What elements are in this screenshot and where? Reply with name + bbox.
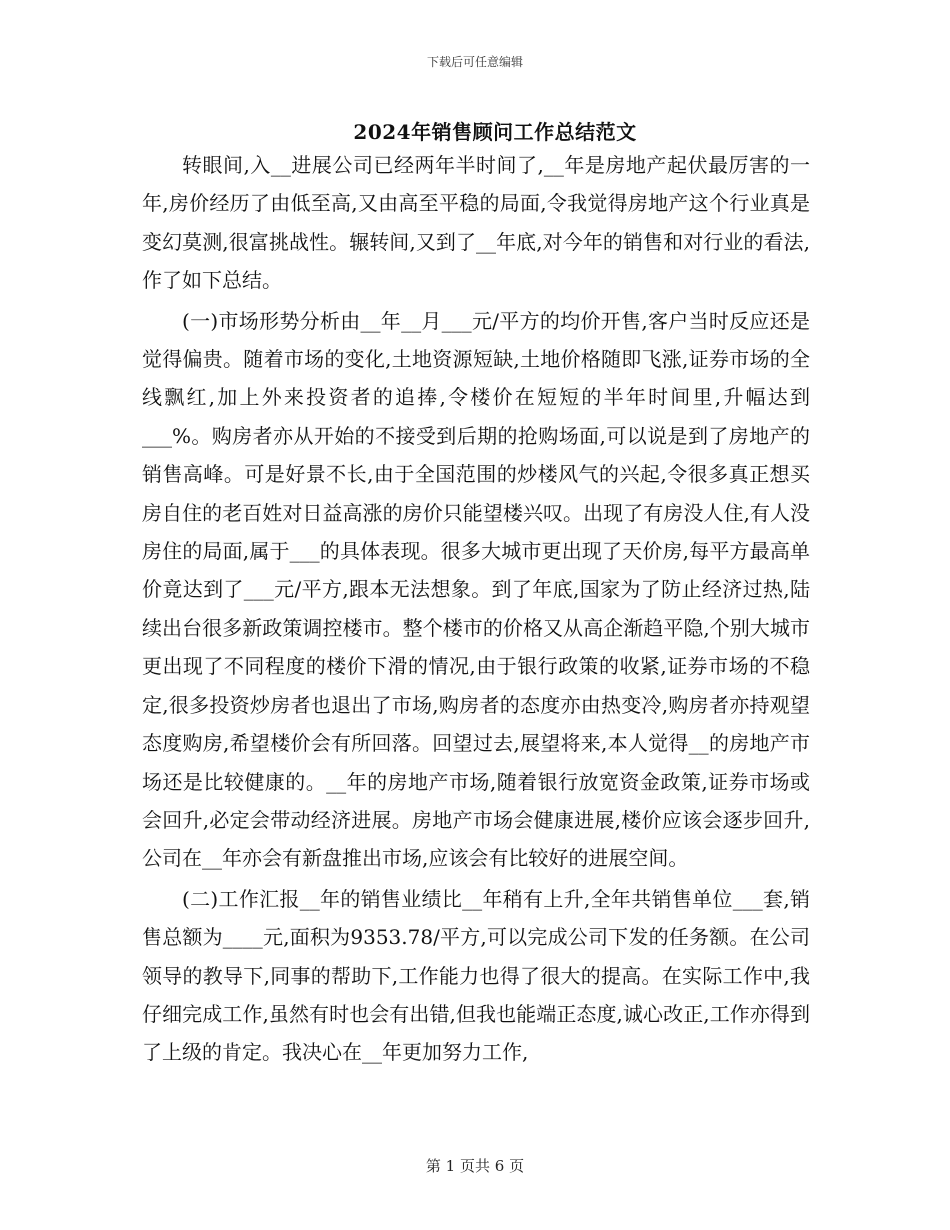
header-note: 下载后可任意编辑	[426, 55, 523, 69]
paragraph-intro: 转眼间,入__进展公司已经两年半时间了,__年是房地产起伏最厉害的一年,房价经历了由低至高,又由高至平稳的局面,令我觉得房地产这个行业真是变幻莫测,很富挑战性。辗转间,又到了__年底,对今年的销售和对行业的看法,作了如下总结。	[142, 153, 810, 293]
page-number: 第 1 页共 6 页	[425, 1157, 525, 1175]
document-body	[142, 146, 810, 1072]
paragraph-market-analysis: (一)市场形势分析由__年__月___元/平方的均价开售,客户当时反应还是觉得偏贵。随着市场的变化,土地资源短缺,土地价格随即飞涨,证券市场的全线飘红,加上外来投资者的追捧,令楼价在短短的半年时间里,升幅达到___%。购房者亦从开始的不接受到后期的抢购场面,可以说是到了房地产的销售高峰。可是好景不长,由于全国范围的炒楼风气的兴起,令很多真正想买房自住的老百姓对日益高涨的房价只能望楼兴叹。出现了有房没人住,有人没房住的局面,属于___的具体表现。很多大城市更出现了天价房,每平方最高单价竟达到了___元/平方,跟本无法想象。到了年底,国家为了防止经济过热,陆续出台很多新政策调控楼市。整个楼市的价格又从高企渐趋平隐,个别大城市更出现了不同程度的楼价下滑的情况,由于银行政策的收紧,证券市场的不稳定,很多投资炒房者也退出了市场,购房者的态度亦由热变冷,购房者亦持观望态度购房,希望楼价会有所回落。回望过去,展望将来,本人觉得__的房地产市场还是比较健康的。__年的房地产市场,随着银行放宽资金政策,证券市场或会回升,必定会带动经济进展。房地产市场会健康进展,楼价应该会逐步回升,公司在__年亦会有新盘推出市场,应该会有比较好的进展空间。	[142, 308, 810, 871]
paragraph-work-report: (二)工作汇报__年的销售业绩比__年稍有上升,全年共销售单位___套,销售总额为____元,面积为9353.78/平方,可以完成公司下发的任务额。在公司领导的教导下,同事的帮助下,工作能力也得了很大的提高。在实际工作中,我仔细完成工作,虽然有时也会有出错,但我也能端正态度,诚心改正,工作亦得到了上级的肯定。我决心在__年更加努力工作,	[142, 886, 810, 1065]
document-title: 2024年销售顾问工作总结范文	[353, 120, 637, 144]
